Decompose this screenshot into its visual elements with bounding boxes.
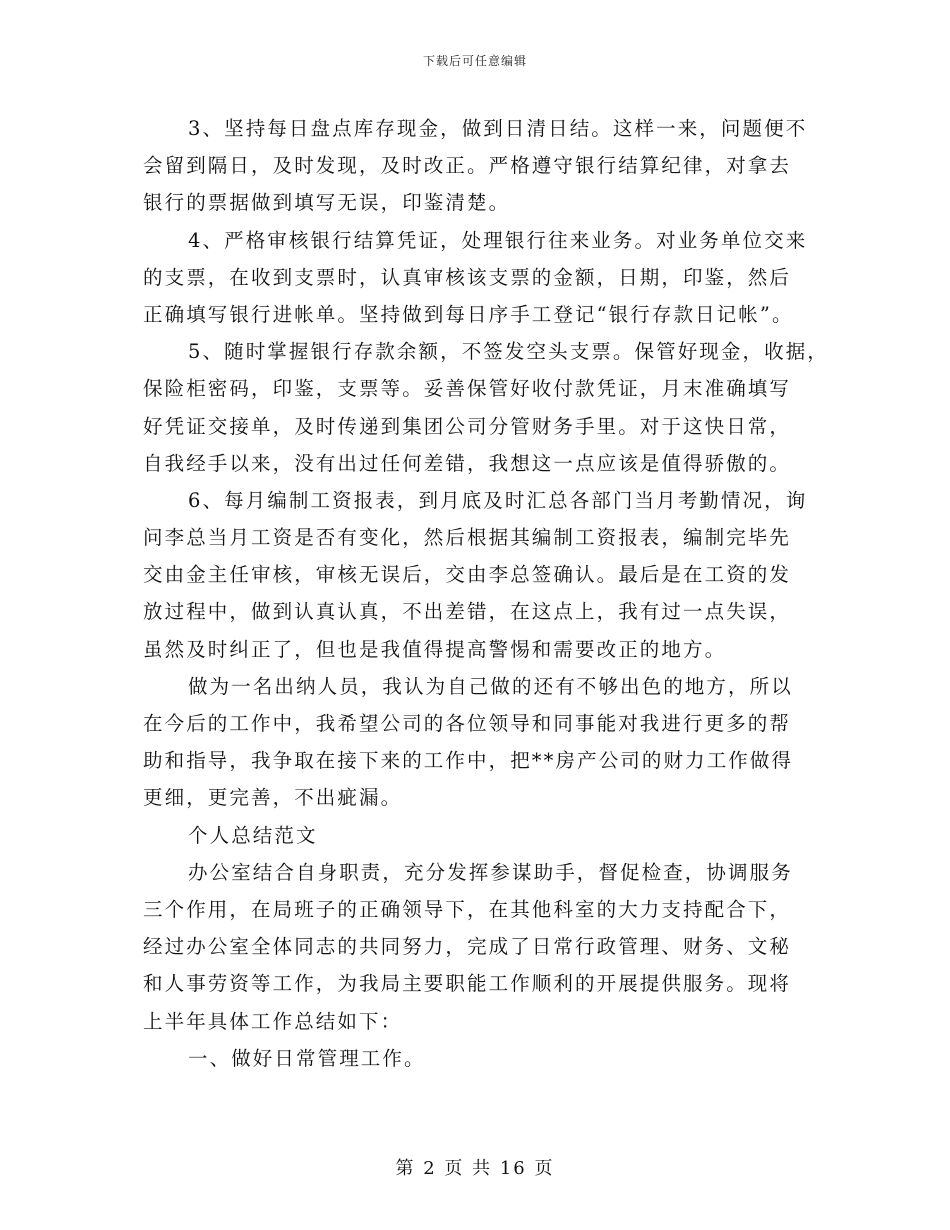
paragraph-line: 办公室结合自身职责，充分发挥参谋助手，督促检查，协调服务 [188, 860, 793, 884]
paragraph-line: 4、严格审核银行结算凭证，处理银行往来业务。对业务单位交来 [188, 228, 808, 252]
paragraph-line: 问李总当月工资是否有变化，然后根据其编制工资报表，编制完毕先 [143, 526, 792, 550]
paragraph-line: 做为一名出纳人员，我认为自己做的还有不够出色的地方，所以 [188, 674, 793, 698]
paragraph-line: 三个作用，在局班子的正确领导下，在其他科室的大力支持配合下， [143, 897, 792, 921]
paragraph-line: 虽然及时纠正了，但也是我值得提高警惕和需要改正的地方。 [143, 637, 727, 661]
paragraph-line: 放过程中，做到认真认真，不出差错，在这点上，我有过一点失误， [143, 600, 792, 624]
paragraph-line: 助和指导，我争取在接下来的工作中，把**房产公司的财力工作做得 [143, 749, 794, 773]
paragraph-line: 会留到隔日，及时发现，及时改正。严格遵守银行结算纪律，对拿去 [143, 154, 792, 178]
paragraph-line: 保险柜密码，印鉴，支票等。妥善保管好收付款凭证，月末准确填写 [143, 377, 792, 401]
paragraph-line: 的支票，在收到支票时，认真审核该支票的金额，日期，印鉴，然后 [143, 265, 792, 289]
paragraph-line: 更细，更完善，不出疵漏。 [143, 786, 403, 810]
paragraph-line: 交由金主任审核，审核无误后，交由李总签确认。最后是在工资的发 [143, 563, 792, 587]
paragraph-line: 好凭证交接单，及时传递到集团公司分管财务手里。对于这快日常， [143, 414, 792, 438]
paragraph-line: 经过办公室全体同志的共同努力，完成了日常行政管理、财务、文秘 [143, 935, 792, 959]
paragraph-line: 银行的票据做到填写无误，印鉴清楚。 [143, 191, 511, 215]
section-heading: 个人总结范文 [188, 823, 318, 847]
paragraph-line: 自我经手以来，没有出过任何差错，我想这一点应该是值得骄傲的。 [143, 451, 792, 475]
page-header: 下载后可任意编辑 [422, 54, 527, 68]
subsection-heading: 一、做好日常管理工作。 [188, 1046, 426, 1070]
document-body [143, 110, 829, 1077]
paragraph-line: 在今后的工作中，我希望公司的各位领导和同事能对我进行更多的帮 [143, 712, 792, 735]
paragraph-line: 3、坚持每日盘点库存现金，做到日清日结。这样一来，问题便不 [188, 117, 808, 140]
paragraph-line: 上半年具体工作总结如下： [143, 1009, 403, 1033]
paragraph-line: 正确填写银行进帐单。坚持做到每日序手工登记“银行存款日记帐”。 [143, 302, 794, 326]
paragraph-line: 5、随时掌握银行存款余额，不签发空头支票。保管好现金，收据， [188, 340, 829, 364]
page-number-footer: 第 2 页 共 16 页 [395, 1158, 555, 1179]
paragraph-line: 6、每月编制工资报表，到月底及时汇总各部门当月考勤情况，询 [188, 488, 808, 512]
paragraph-line: 和人事劳资等工作，为我局主要职能工作顺利的开展提供服务。现将 [143, 972, 792, 996]
